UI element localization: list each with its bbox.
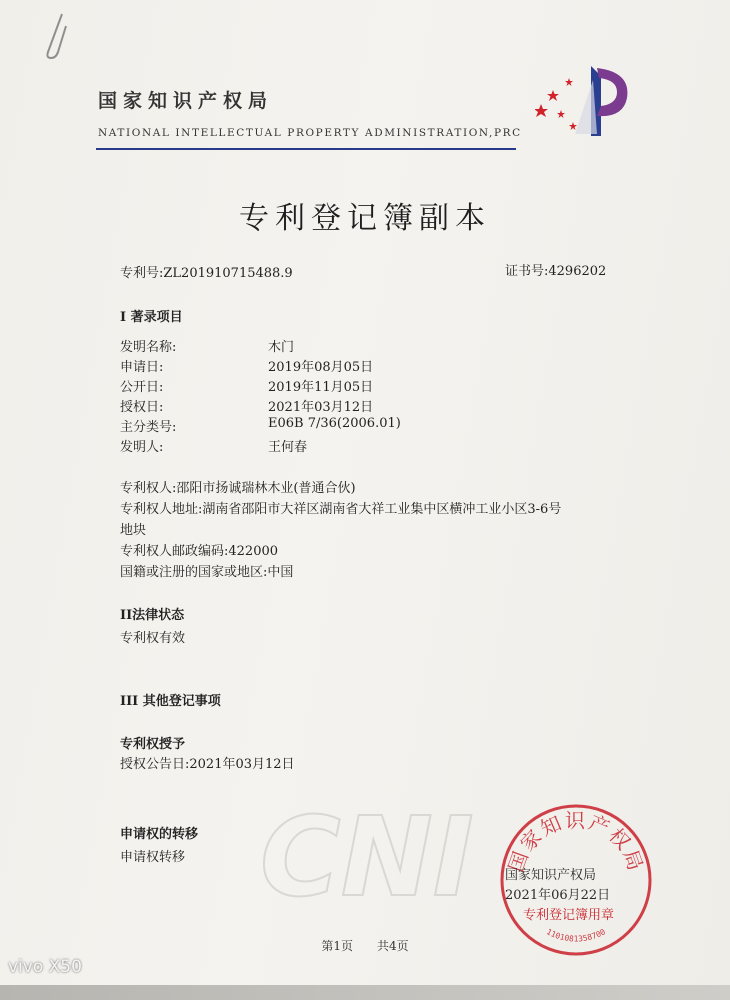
patentee: 专利权人:邵阳市扬诚瑞林木业(普通合伙) bbox=[120, 481, 356, 496]
certificate-number: 证书号:4296202 bbox=[505, 264, 607, 279]
section-1-title: I 著录项目 bbox=[120, 310, 183, 325]
field-label-main-class bbox=[120, 416, 240, 435]
photo-bottom-edge bbox=[0, 985, 730, 1000]
seal-number: 1101081358700 bbox=[544, 927, 608, 944]
agency-name-cn: 国家知识产权局 bbox=[98, 90, 274, 112]
label-text: 授权日: bbox=[120, 400, 164, 415]
field-label-inventor bbox=[120, 436, 240, 455]
label-text: 主分类号: bbox=[120, 420, 177, 435]
field-value-application-date: 2019年08月05日 bbox=[268, 360, 374, 375]
label-text: 公开日: bbox=[120, 380, 164, 395]
transfer-title: 申请权的转移 bbox=[120, 827, 199, 842]
grant-announcement: 授权公告日:2021年03月12日 bbox=[120, 757, 295, 772]
field-value-main-class: E06B 7/36(2006.01) bbox=[268, 416, 401, 431]
grant-title: 专利权授予 bbox=[120, 737, 186, 752]
section-3-title: III 其他登记事项 bbox=[120, 694, 221, 709]
field-value-grant-date: 2021年03月12日 bbox=[268, 400, 374, 415]
field-value-invention-name: 木门 bbox=[268, 340, 295, 355]
stamp-date: 2021年06月22日 bbox=[505, 888, 611, 903]
stamp-name: 专利登记簿用章 bbox=[523, 908, 615, 923]
stamp-agency: 国家知识产权局 bbox=[505, 868, 597, 883]
field-value-publication-date: 2019年11月05日 bbox=[268, 380, 374, 395]
header-divider bbox=[96, 148, 516, 150]
patentee-address-continued: 地块 bbox=[120, 523, 147, 538]
field-value-inventor: 王何春 bbox=[268, 440, 308, 455]
paper-clip-icon bbox=[42, 12, 68, 60]
page-number: 第1页 共4页 bbox=[321, 939, 409, 953]
field-label-grant-date bbox=[120, 396, 240, 415]
label-text: 发明名称: bbox=[120, 340, 177, 355]
cnipa-logo-icon bbox=[535, 60, 635, 140]
section-2-title: II法律状态 bbox=[120, 608, 185, 623]
field-label-application-date bbox=[120, 356, 240, 375]
document-title: 专利登记簿副本 bbox=[239, 201, 491, 236]
label-text: 申请日: bbox=[120, 360, 164, 375]
patentee-address: 专利权人地址:湖南省邵阳市大祥区湖南省大祥工业集中区横冲工业小区3-6号 bbox=[120, 502, 562, 517]
legal-status: 专利权有效 bbox=[120, 631, 186, 646]
agency-name-en: NATIONAL INTELLECTUAL PROPERTY ADMINISTRATION,PRC bbox=[98, 127, 522, 139]
camera-watermark: vivo X50 bbox=[8, 957, 82, 977]
field-label-publication-date bbox=[120, 376, 240, 395]
patentee-postcode: 专利权人邮政编码:422000 bbox=[120, 544, 279, 559]
patentee-country: 国籍或注册的国家或地区:中国 bbox=[120, 565, 294, 580]
patent-number: 专利号:ZL201910715488.9 bbox=[120, 266, 293, 281]
field-label-invention-name bbox=[120, 336, 240, 355]
seal-ring-text: 国家知识产权局 bbox=[503, 808, 649, 876]
svg-text:CNI: CNI bbox=[260, 793, 474, 921]
transfer-text: 申请权转移 bbox=[120, 850, 186, 865]
label-text: 发明人: bbox=[120, 440, 164, 455]
